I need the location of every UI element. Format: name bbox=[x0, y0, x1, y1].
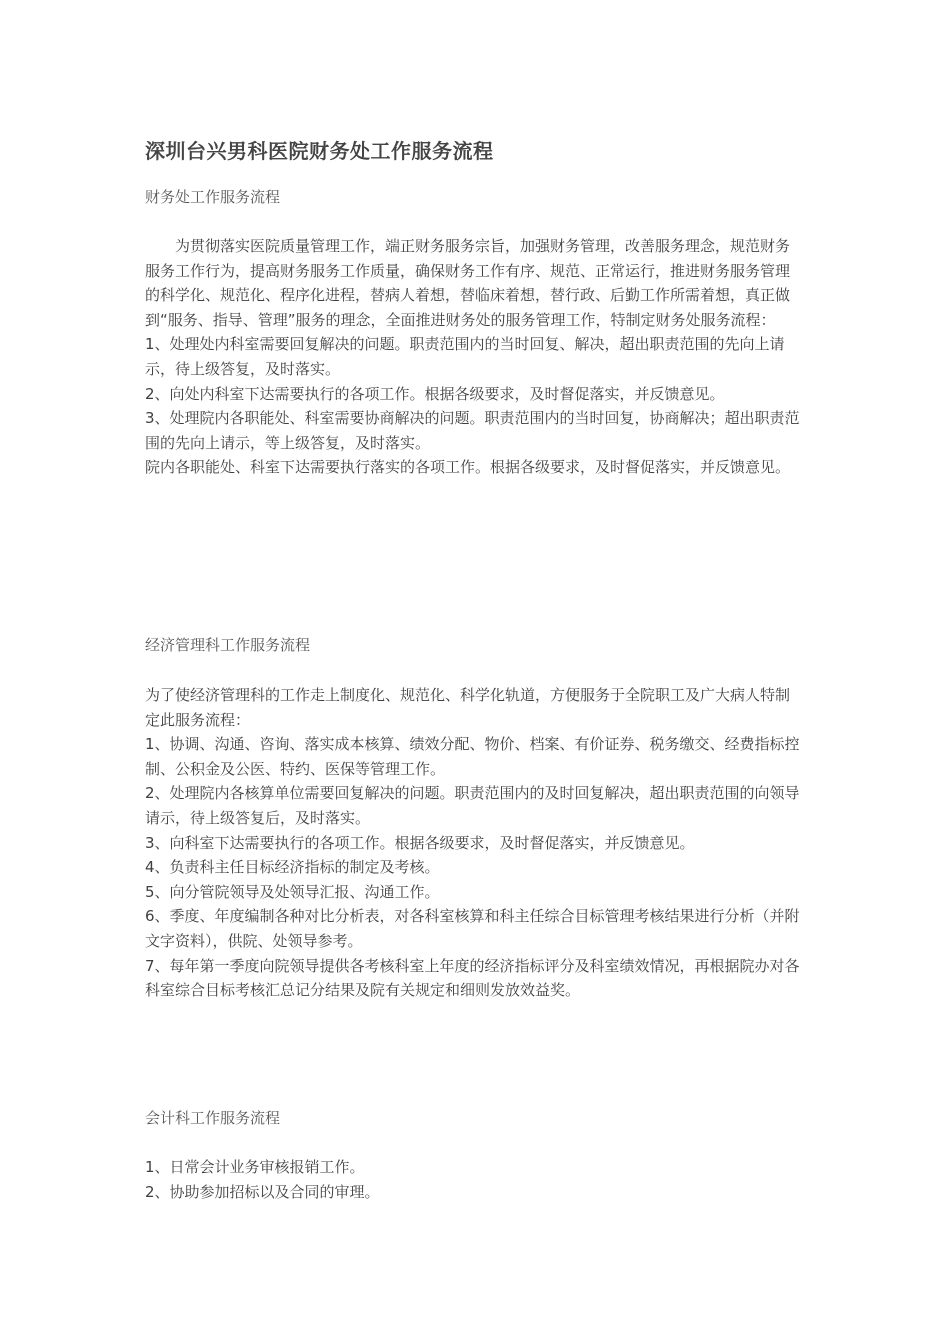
section-body-accounting bbox=[145, 1155, 801, 1204]
paragraph-intro: 为贯彻落实医院质量管理工作，端正财务服务宗旨，加强财务管理，改善服务理念，规范财务服务工作行为，提高财务服务工作质量，确保财务工作有序、规范、正常运行，推进财务服务管理的科学化、规范化、程序化进程，替病人着想，替临床着想，替行政、后勤工作所需着想，真正做到“服务、指导、管理”服务的理念，全面推进财务处的服务管理工作，特制定财务处服务流程： bbox=[145, 237, 791, 329]
document-title: 深圳台兴男科医院财务处工作服务流程 bbox=[145, 139, 494, 163]
list-item: 2、协助参加招标以及合同的审理。 bbox=[145, 1182, 380, 1201]
list-item: 1、处理处内科室需要回复解决的问题。职责范围内的当时回复、解决，超出职责范围的先向上请示，待上级答复，及时落实。 bbox=[145, 335, 785, 378]
section-heading-economic: 经济管理科工作服务流程 bbox=[145, 636, 311, 654]
list-item: 院内各职能处、科室下达需要执行落实的各项工作。根据各级要求，及时督促落实，并反馈意见。 bbox=[145, 458, 791, 477]
list-item: 2、处理院内各核算单位需要回复解决的问题。职责范围内的及时回复解决，超出职责范围的向领导请示，待上级答复后，及时落实。 bbox=[145, 784, 800, 827]
list-item: 1、协调、沟通、咨询、落实成本核算、绩效分配、物价、档案、有价证券、税务缴交、经费指标控制、公积金及公医、特约、医保等管理工作。 bbox=[145, 735, 800, 778]
section-body-finance bbox=[145, 234, 801, 480]
list-item: 3、处理院内各职能处、科室需要协商解决的问题。职责范围内的当时回复，协商解决；超出职责范围的先向上请示，等上级答复，及时落实。 bbox=[145, 409, 800, 452]
list-item: 2、向处内科室下达需要执行的各项工作。根据各级要求，及时督促落实，并反馈意见。 bbox=[145, 384, 725, 403]
list-item: 5、向分管院领导及处领导汇报、沟通工作。 bbox=[145, 882, 440, 901]
section-heading-accounting: 会计科工作服务流程 bbox=[145, 1109, 281, 1127]
section-heading-finance: 财务处工作服务流程 bbox=[145, 188, 281, 206]
list-item: 6、季度、年度编制各种对比分析表，对各科室核算和科主任综合目标管理考核结果进行分析（并附文字资料），供院、处领导参考。 bbox=[145, 907, 800, 950]
list-item: 1、日常会计业务审核报销工作。 bbox=[145, 1158, 365, 1176]
list-item: 7、每年第一季度向院领导提供各考核科室上年度的经济指标评分及科室绩效情况，再根据院办对各科室综合目标考核汇总记分结果及院有关规定和细则发放效益奖。 bbox=[145, 956, 800, 1000]
list-item: 4、负责科主任目标经济指标的制定及考核。 bbox=[145, 858, 440, 877]
list-item: 3、向科室下达需要执行的各项工作。根据各级要求，及时督促落实，并反馈意见。 bbox=[145, 833, 695, 852]
paragraph-intro: 为了使经济管理科的工作走上制度化、规范化、科学化轨道，方便服务于全院职工及广大病人特制定此服务流程： bbox=[145, 686, 791, 729]
section-body-economic bbox=[145, 683, 801, 1003]
